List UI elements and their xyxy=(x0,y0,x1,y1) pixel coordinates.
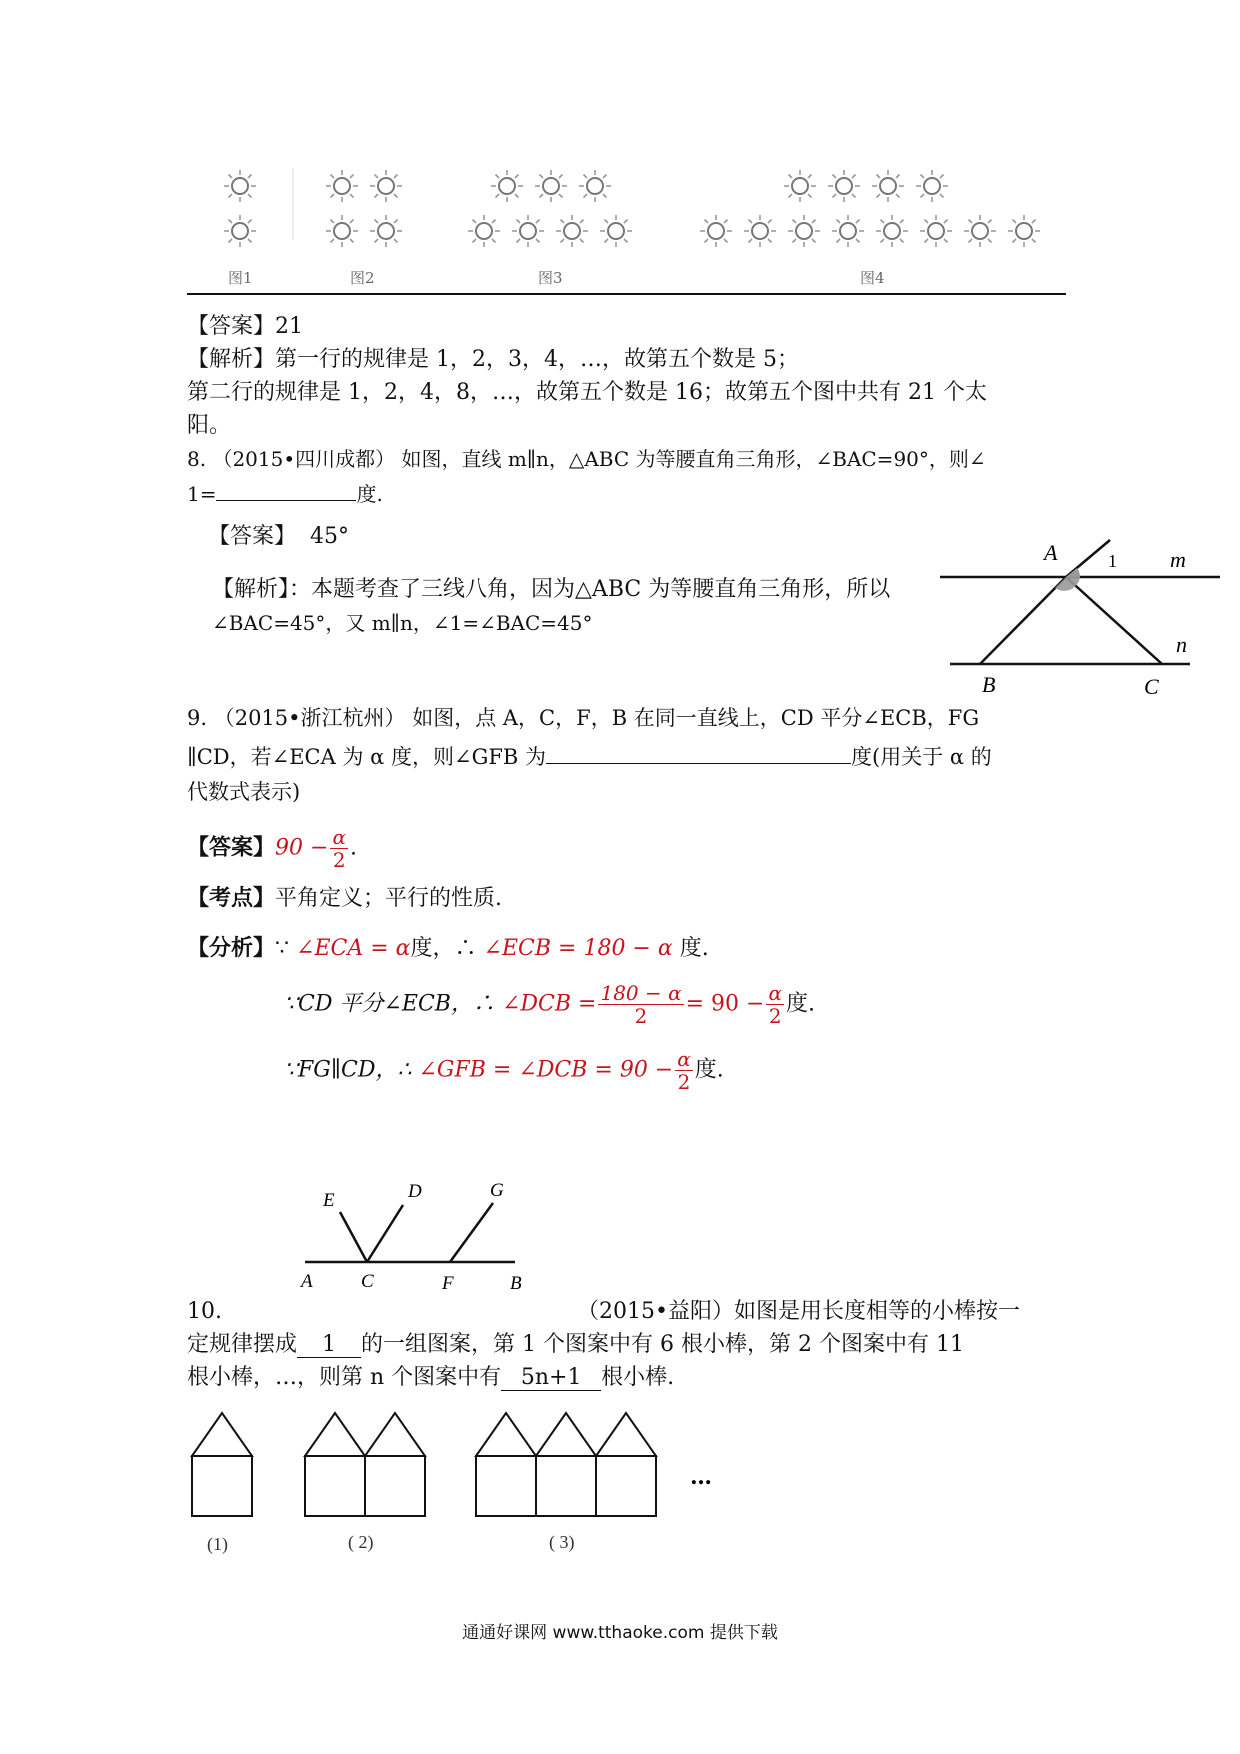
point-text: 平角定义；平行的性质. xyxy=(275,886,503,911)
a3-post: 度. xyxy=(694,1057,724,1083)
sun-icon xyxy=(326,215,358,247)
answer-tag: 【答案】 xyxy=(208,524,297,549)
q8-label-n: n xyxy=(1176,632,1187,657)
q9-analysis-line1 xyxy=(187,932,709,965)
q9-analysis-line2 xyxy=(284,982,815,1027)
sun-icon xyxy=(964,215,996,247)
sun-icon xyxy=(1008,215,1040,247)
q9-line2-pre: ∥CD，若∠ECA 为 α 度，则∠GFB 为 xyxy=(187,745,547,769)
q10-question-line1-text: （2015•益阳）如图是用长度相等的小棒按一 xyxy=(577,1299,1020,1324)
q10-line2-pre: 定规律摆成 xyxy=(187,1332,298,1357)
sun-pattern-figure xyxy=(0,0,1240,300)
q7-analysis-line1 xyxy=(187,344,799,376)
sun-icon xyxy=(512,215,544,247)
q10-blank-1 xyxy=(297,1333,361,1358)
blank-value: 1 xyxy=(322,1332,337,1357)
q9-question-line1: 9. （2015•浙江杭州） 如图，点 A，C，F，B 在同一直线上，CD 平分∠ECB，FG xyxy=(187,706,980,730)
q9-label-B: B xyxy=(510,1273,522,1294)
fraction-denominator: 2 xyxy=(634,1004,648,1028)
q9-blank xyxy=(546,739,851,764)
q7-answer xyxy=(187,311,303,343)
sun-icon xyxy=(224,170,256,202)
a2-pre: ∵CD 平分∠ECB，∴ xyxy=(284,991,495,1017)
q8-label-A: A xyxy=(1044,540,1058,565)
q10-label-1: (1) xyxy=(207,1534,228,1554)
fraction-numerator: α xyxy=(677,1047,691,1071)
q7-analysis-line3: 阳。 xyxy=(187,413,232,438)
q10-question-line1-num: 10. xyxy=(187,1299,222,1324)
fraction-denominator: 2 xyxy=(677,1070,691,1094)
answer-tag: 【答案】 xyxy=(187,834,276,861)
q10-blank-2 xyxy=(501,1366,601,1391)
q8-label-m: m xyxy=(1170,547,1186,572)
a2-post: 度. xyxy=(786,991,815,1017)
fraction-denominator: 2 xyxy=(768,1004,782,1028)
sun-icon xyxy=(920,215,952,247)
a3-fraction xyxy=(675,1048,693,1093)
answer-value: 21 xyxy=(275,314,304,339)
q9-label-E: E xyxy=(323,1190,335,1211)
q10-question-line3 xyxy=(187,1362,674,1394)
a2-eq: = 90 − xyxy=(685,991,765,1017)
analysis-text: ：本题考查了三线八角，因为△ABC 为等腰直角三角形，所以 xyxy=(289,577,891,602)
q10-label-3: ( 3) xyxy=(549,1532,575,1552)
q8-analysis-line2: ∠BAC=45°，又 m∥n，∠1=∠BAC=45° xyxy=(212,611,593,635)
q10-question-line2 xyxy=(187,1329,964,1361)
sun-icon xyxy=(370,215,402,247)
sun-icon xyxy=(556,215,588,247)
sun-icon xyxy=(468,215,500,247)
q9-line2-post: 度(用关于 α 的 xyxy=(851,745,992,769)
figure-label-3: 图3 xyxy=(538,269,563,287)
q9-knowledge-point xyxy=(187,882,502,915)
q10-line2-post: 的一组图案，第 1 个图案中有 6 根小棒，第 2 个图案中有 11 xyxy=(361,1332,964,1357)
sun-icon xyxy=(370,170,402,202)
a2-fraction-2 xyxy=(766,982,784,1027)
q10-line3-pre: 根小棒，…，则第 n 个图案中有 xyxy=(187,1365,502,1390)
fraction-numerator: 180 − α xyxy=(600,981,682,1005)
q8-label-B: B xyxy=(982,672,996,697)
q8-label-C: C xyxy=(1144,674,1159,699)
q8-answer xyxy=(208,521,349,553)
a3-red: ∠GFB = ∠DCB = 90 − xyxy=(418,1057,674,1083)
analysis-text: 第一行的规律是 1，2，3，4，…，故第五个数是 5； xyxy=(275,347,799,372)
q8-parallel-lines-figure xyxy=(940,530,1240,710)
sun-icon xyxy=(700,215,732,247)
answer-post: . xyxy=(349,835,357,861)
figure-label-2: 图2 xyxy=(350,269,375,287)
sun-icon xyxy=(535,170,567,202)
q8-line2-post: 度. xyxy=(356,482,383,506)
q9-label-F: F xyxy=(442,1273,454,1294)
analysis-tag: 【解析】 xyxy=(187,347,276,372)
sun-icon xyxy=(916,170,948,202)
answer-fraction xyxy=(330,826,348,871)
a1-mid: 度，∴ xyxy=(410,936,477,961)
q7-analysis-line2: 第二行的规律是 1，2，4，8，…，故第五个数是 16；故第五个图中共有 21 个太 xyxy=(187,380,987,405)
q9-label-G: G xyxy=(490,1180,504,1201)
sun-icon xyxy=(872,170,904,202)
q9-question-line3: 代数式表示) xyxy=(187,780,301,804)
q9-angle-bisector-figure xyxy=(290,1175,550,1295)
fraction-numerator: α xyxy=(768,981,782,1005)
a1-pre: ∵ xyxy=(275,936,290,961)
sun-icon xyxy=(224,215,256,247)
sun-icon xyxy=(326,170,358,202)
a1-red1: ∠ECA = α xyxy=(296,936,411,961)
q10-stick-pattern-figure xyxy=(185,1400,745,1560)
blank-value: 5n+1 xyxy=(520,1365,582,1390)
sun-icon xyxy=(600,215,632,247)
sun-icon xyxy=(876,215,908,247)
page-footer: 通通好课网 www.tthaoke.com 提供下载 xyxy=(462,1623,778,1643)
sun-icon xyxy=(579,170,611,202)
a2-red: ∠DCB = xyxy=(501,991,597,1017)
figure-label-1: 图1 xyxy=(228,269,253,287)
point-tag: 【考点】 xyxy=(187,885,276,911)
q8-line2-pre: 1= xyxy=(187,482,217,506)
a1-post: 度. xyxy=(679,936,709,961)
sun-icon xyxy=(828,170,860,202)
a3-pre: ∵FG∥CD，∴ xyxy=(284,1057,412,1083)
answer-value: 45° xyxy=(310,524,350,549)
answer-pre: 90 − xyxy=(275,835,329,861)
q10-ellipsis: … xyxy=(690,1464,712,1490)
figure-label-4: 图4 xyxy=(860,269,885,287)
sun-icon xyxy=(744,215,776,247)
q8-question-line2 xyxy=(187,476,383,510)
analysis-tag: 【解析】 xyxy=(212,577,290,602)
fraction-denominator: 2 xyxy=(332,848,346,872)
q9-question-line2 xyxy=(187,739,992,773)
sun-icon xyxy=(788,215,820,247)
fraction-numerator: α xyxy=(332,825,346,849)
answer-tag: 【答案】 xyxy=(187,314,276,339)
q8-question-line1: 8. （2015•四川成都） 如图，直线 m∥n，△ABC 为等腰直角三角形，∠BAC=90°，则∠ xyxy=(187,447,986,471)
sun-icon xyxy=(832,215,864,247)
sun-icon xyxy=(491,170,523,202)
a1-red2: ∠ECB = 180 − α xyxy=(483,936,673,961)
q9-label-C: C xyxy=(361,1271,374,1292)
q9-label-A: A xyxy=(301,1271,313,1292)
q8-analysis-line1 xyxy=(212,574,890,606)
q10-label-2: ( 2) xyxy=(348,1532,374,1552)
q10-line3-post: 根小棒. xyxy=(601,1365,675,1390)
q9-answer xyxy=(187,826,357,871)
a2-fraction-1 xyxy=(598,982,683,1027)
q9-label-D: D xyxy=(408,1181,422,1202)
sun-icon xyxy=(784,170,816,202)
analysis-tag: 【分析】 xyxy=(187,935,276,961)
q8-label-angle-1: 1 xyxy=(1108,551,1117,571)
q8-blank xyxy=(216,476,356,501)
q9-analysis-line3 xyxy=(284,1048,724,1093)
